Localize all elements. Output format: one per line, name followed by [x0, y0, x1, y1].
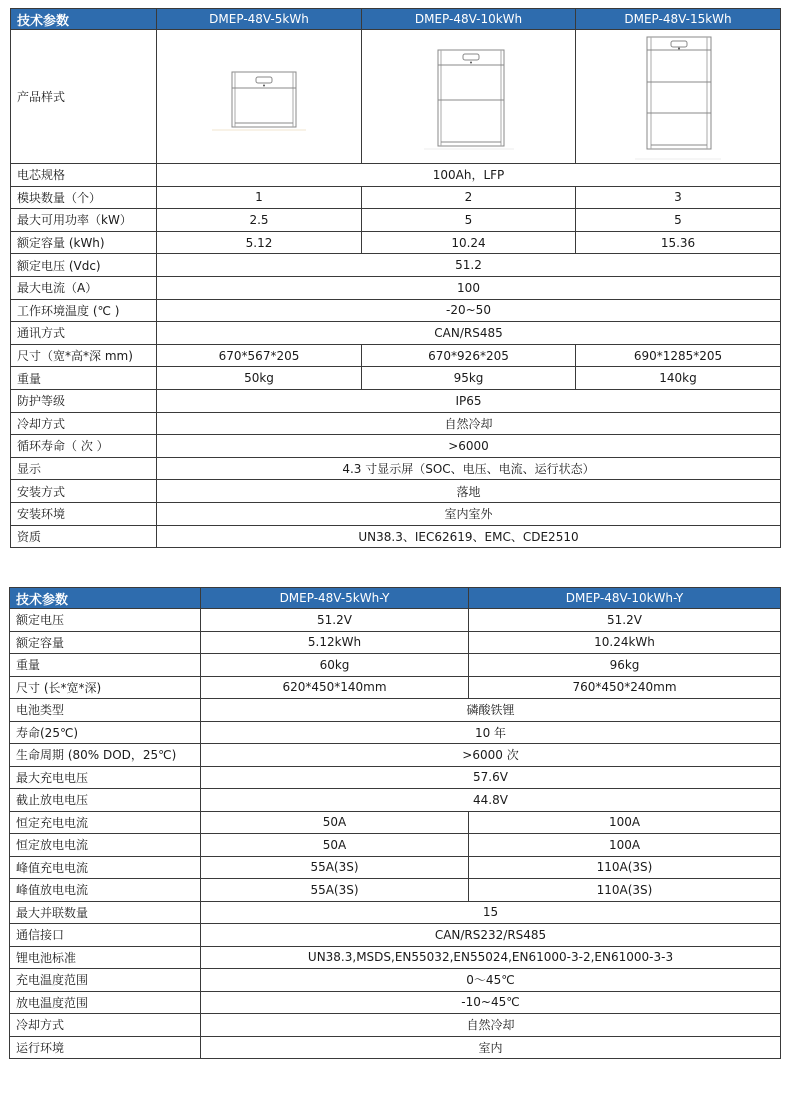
- row-label: 最大充电电压: [10, 766, 201, 789]
- row-label: 模块数量（个）: [11, 186, 157, 209]
- row-value: 55A(3S): [201, 879, 469, 902]
- header-model: DMEP-48V-5kWh-Y: [201, 588, 469, 609]
- row-value: 44.8V: [201, 789, 781, 812]
- table-row: [10, 901, 781, 924]
- table-row: [10, 1036, 781, 1059]
- product-image-cell: [362, 30, 576, 164]
- table-row: [11, 344, 781, 367]
- row-label: 额定电压 (Vdc): [11, 254, 157, 277]
- row-label: 恒定放电电流: [10, 834, 201, 857]
- row-value: 51.2V: [201, 609, 469, 632]
- battery-cabinet-3-module-icon: [623, 33, 733, 161]
- row-value: 670*567*205: [157, 344, 362, 367]
- row-label: 产品样式: [11, 30, 157, 164]
- row-label: 额定电压: [10, 609, 201, 632]
- row-value: 110A(3S): [469, 879, 781, 902]
- row-value: 50A: [201, 811, 469, 834]
- row-label: 锂电池标准: [10, 946, 201, 969]
- row-label: 工作环境温度 (℃ ): [11, 299, 157, 322]
- row-label: 最大电流（A）: [11, 276, 157, 299]
- row-value: 690*1285*205: [576, 344, 781, 367]
- row-label: 尺寸 (长*宽*深): [10, 676, 201, 699]
- row-label: 充电温度范围: [10, 969, 201, 992]
- row-label: 放电温度范围: [10, 991, 201, 1014]
- table-row: [10, 856, 781, 879]
- row-label: 运行环境: [10, 1036, 201, 1059]
- row-label: 生命周期 (80% DOD，25℃): [10, 744, 201, 767]
- product-image-row: [11, 30, 781, 164]
- row-value: 室内室外: [157, 502, 781, 525]
- row-value: CAN/RS485: [157, 322, 781, 345]
- table-row: [11, 525, 781, 548]
- header-model: DMEP-48V-15kWh: [576, 9, 781, 30]
- row-value: 100: [157, 276, 781, 299]
- row-label: 重量: [10, 654, 201, 677]
- table-row: [11, 412, 781, 435]
- table-row: [11, 435, 781, 458]
- table-row: [11, 186, 781, 209]
- table-row: [11, 276, 781, 299]
- row-label: 尺寸（宽*高*深 mm): [11, 344, 157, 367]
- row-label: 额定容量 (kWh): [11, 231, 157, 254]
- row-value: 2.5: [157, 209, 362, 232]
- row-value: 100Ah，LFP: [157, 164, 781, 187]
- row-value: 55A(3S): [201, 856, 469, 879]
- row-value: 4.3 寸显示屏（SOC、电压、电流、运行状态）: [157, 457, 781, 480]
- row-value: 室内: [201, 1036, 781, 1059]
- table-row: [11, 389, 781, 412]
- row-value: 10.24: [362, 231, 576, 254]
- row-value: 5.12: [157, 231, 362, 254]
- header-label: 技术参数: [10, 588, 201, 609]
- header-model: DMEP-48V-5kWh: [157, 9, 362, 30]
- table-row: [11, 299, 781, 322]
- table-row: [11, 164, 781, 187]
- row-value: UN38.3,MSDS,EN55032,EN55024,EN61000-3-2,EN61000-3-3: [201, 946, 781, 969]
- row-value: 5.12kWh: [201, 631, 469, 654]
- row-value: 100A: [469, 811, 781, 834]
- row-value: 760*450*240mm: [469, 676, 781, 699]
- row-value: 51.2V: [469, 609, 781, 632]
- row-label: 安装方式: [11, 480, 157, 503]
- row-label: 防护等级: [11, 389, 157, 412]
- row-label: 寿命(25℃): [10, 721, 201, 744]
- product-image-cell: [576, 30, 781, 164]
- row-label: 额定容量: [10, 631, 201, 654]
- row-label: 电池类型: [10, 699, 201, 722]
- row-label: 循环寿命（ 次 ）: [11, 435, 157, 458]
- row-value: 落地: [157, 480, 781, 503]
- row-value: 50kg: [157, 367, 362, 390]
- row-label: 峰值放电电流: [10, 879, 201, 902]
- table-row: [11, 502, 781, 525]
- row-value: 60kg: [201, 654, 469, 677]
- row-value: -10~45℃: [201, 991, 781, 1014]
- row-value: 自然冷却: [201, 1014, 781, 1037]
- row-value: 0～45℃: [201, 969, 781, 992]
- row-value: 10.24kWh: [469, 631, 781, 654]
- row-value: >6000: [157, 435, 781, 458]
- row-value: 51.2: [157, 254, 781, 277]
- row-value: 110A(3S): [469, 856, 781, 879]
- row-value: CAN/RS232/RS485: [201, 924, 781, 947]
- table-row: [10, 879, 781, 902]
- row-value: 96kg: [469, 654, 781, 677]
- row-label: 资质: [11, 525, 157, 548]
- row-label: 显示: [11, 457, 157, 480]
- row-value: 140kg: [576, 367, 781, 390]
- table-row: [10, 676, 781, 699]
- row-label: 通信接口: [10, 924, 201, 947]
- row-value: 自然冷却: [157, 412, 781, 435]
- table-row: [10, 811, 781, 834]
- table-row: [10, 946, 781, 969]
- row-value: -20~50: [157, 299, 781, 322]
- row-value: 57.6V: [201, 766, 781, 789]
- row-value: 620*450*140mm: [201, 676, 469, 699]
- table-row: [10, 834, 781, 857]
- table-row: [10, 721, 781, 744]
- product-image-cell: [157, 30, 362, 164]
- row-value: 100A: [469, 834, 781, 857]
- spec-table-standard: [10, 8, 781, 548]
- table-row: [11, 254, 781, 277]
- table-header-row: [11, 9, 781, 30]
- table-row: [10, 991, 781, 1014]
- battery-cabinet-2-module-icon: [414, 42, 524, 152]
- table-row: [10, 924, 781, 947]
- row-value: UN38.3、IEC62619、EMC、CDE2510: [157, 525, 781, 548]
- table-row: [11, 322, 781, 345]
- table-row: [11, 231, 781, 254]
- table-row: [10, 699, 781, 722]
- header-label: 技术参数: [11, 9, 157, 30]
- row-label: 冷却方式: [10, 1014, 201, 1037]
- table-row: [11, 367, 781, 390]
- row-value: 670*926*205: [362, 344, 576, 367]
- row-value: 5: [576, 209, 781, 232]
- row-label: 通讯方式: [11, 322, 157, 345]
- row-label: 安装环境: [11, 502, 157, 525]
- row-value: 磷酸铁锂: [201, 699, 781, 722]
- row-label: 冷却方式: [11, 412, 157, 435]
- table-row: [10, 969, 781, 992]
- table-row: [10, 789, 781, 812]
- row-label: 恒定充电电流: [10, 811, 201, 834]
- table-row: [11, 209, 781, 232]
- row-value: IP65: [157, 389, 781, 412]
- battery-cabinet-1-module-icon: [204, 62, 314, 132]
- table-row: [10, 1014, 781, 1037]
- table-row: [10, 766, 781, 789]
- row-value: 50A: [201, 834, 469, 857]
- row-label: 截止放电电压: [10, 789, 201, 812]
- table-row: [11, 480, 781, 503]
- table-row: [10, 654, 781, 677]
- row-value: 5: [362, 209, 576, 232]
- row-value: >6000 次: [201, 744, 781, 767]
- row-value: 95kg: [362, 367, 576, 390]
- row-label: 最大可用功率（kW）: [11, 209, 157, 232]
- row-label: 电芯规格: [11, 164, 157, 187]
- row-label: 峰值充电电流: [10, 856, 201, 879]
- spec-table-y-series: [9, 587, 781, 1059]
- row-label: 重量: [11, 367, 157, 390]
- row-value: 3: [576, 186, 781, 209]
- header-model: DMEP-48V-10kWh-Y: [469, 588, 781, 609]
- header-model: DMEP-48V-10kWh: [362, 9, 576, 30]
- row-value: 15: [201, 901, 781, 924]
- table-row: [10, 631, 781, 654]
- row-value: 15.36: [576, 231, 781, 254]
- row-value: 1: [157, 186, 362, 209]
- table-header-row: [10, 588, 781, 609]
- table-row: [10, 744, 781, 767]
- row-label: 最大并联数量: [10, 901, 201, 924]
- table-row: [10, 609, 781, 632]
- row-value: 10 年: [201, 721, 781, 744]
- table-row: [11, 457, 781, 480]
- row-value: 2: [362, 186, 576, 209]
